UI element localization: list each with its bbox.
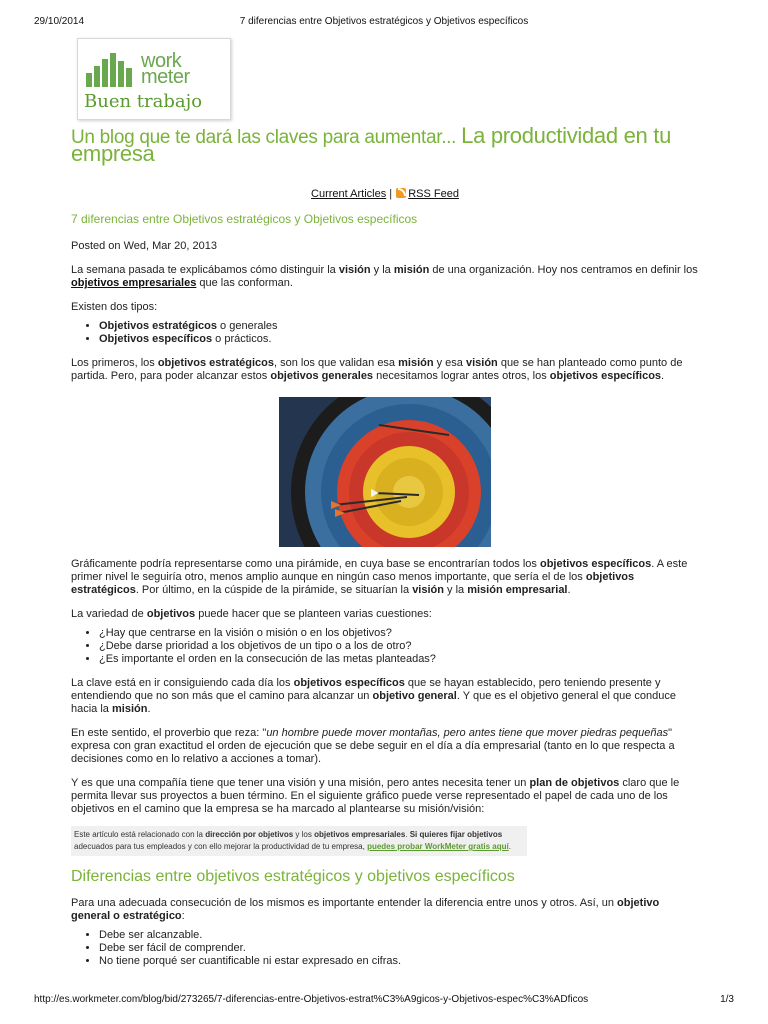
paragraph-proverb: En este sentido, el proverbio que reza: "un hombre puede mover montañas, pero antes tiene que mover piedras pequeñas" expresa con gran exactitud el orden de ejecución que se debe seguir en el día a día empresarial (tanto en lo que respecta a decisiones como en lo relativo a acciones a tomar). <box>71 727 675 765</box>
nav-separator: | <box>389 188 393 200</box>
paragraph-types: Existen dos tipos: <box>71 301 158 313</box>
paragraph-key: La clave está en ir consiguiendo cada día los objetivos específicos que se hayan establecido, pero teniendo presente y entendiendo que no son más que el camino para alcanzar un objetivo general. Y que es el objetivo general el que conduce hacia la misión. <box>71 677 677 715</box>
blog-nav <box>71 188 699 201</box>
questions-list <box>71 627 699 666</box>
archery-target-image <box>279 397 491 547</box>
list-item: • ¿Debe darse prioridad a los objetivos de un tipo o a los de otro? <box>99 640 699 653</box>
page-number: 1/3 <box>720 994 734 1005</box>
workmeter-logo[interactable] <box>77 38 231 120</box>
print-footer <box>34 994 734 1008</box>
rss-icon[interactable] <box>396 188 406 198</box>
paragraph-plan: Y es que una compañía tiene que tener una visión y una misión, pero antes necesita tener un plan de objetivos claro que le permita llevar sus proyectos a buen término. En el siguiente gráfico puede verse representado el papel de cada uno de los objetivos en el camino que la empresa se ha marcado al plantearse su misión/visión: <box>71 777 680 815</box>
list-item: • Objetivos específicos o prácticos. <box>99 333 699 346</box>
print-document-title: 7 diferencias entre Objetivos estratégicos y Objetivos específicos <box>239 16 529 27</box>
logo-tagline: Buen trabajo <box>84 91 203 112</box>
promo-banner: Este artículo está relacionado con la dirección por objetivos y los objetivos empresariales. Si quieres fijar objetivos adecuados para tus empleados y con ello mejorar la productividad de tu empresa, puedes probar WorkMeter gratis aquí. <box>71 826 527 856</box>
requirements-list <box>71 929 699 968</box>
paragraph-first-objectives: Los primeros, los objetivos estratégicos, son los que validan esa misión y esa visión que se han planteado como punto de partida. Pero, para poder alcanzar estos objetivos generales necesitamos lograr antes otros, los objetivos específicos. <box>71 357 683 382</box>
list-item: • Objetivos estratégicos o generales <box>99 320 699 333</box>
post-date: Posted on Wed, Mar 20, 2013 <box>71 240 217 252</box>
list-item: • ¿Hay que centrarse en la visión o misión o en los objetivos? <box>99 627 699 640</box>
list-item: • ¿Es importante el orden en la consecución de las metas planteadas? <box>99 653 699 666</box>
paragraph-intro: La semana pasada te explicábamos cómo distinguir la visión y la misión de una organización. Hoy nos centramos en definir los objetivos empresariales que las conforman. <box>71 264 698 289</box>
paragraph-difference: Para una adecuada consecución de los mismos es importante entender la diferencia entre unos y otros. Así, un objetivo general o estratégico: <box>71 897 660 922</box>
print-date: 29/10/2014 <box>34 16 85 27</box>
list-item: • Debe ser fácil de comprender. <box>99 942 699 955</box>
list-item: • Debe ser alcanzable. <box>99 929 699 942</box>
section-title: Diferencias entre objetivos estratégicos y objetivos específicos <box>71 868 515 885</box>
article-content <box>71 123 699 968</box>
archery-target-illustration <box>279 397 491 547</box>
current-articles-link[interactable]: Current Articles <box>311 188 387 200</box>
paragraph-variety: La variedad de objetivos puede hacer que se planteen varias cuestiones: <box>71 608 432 620</box>
post-title: 7 diferencias entre Objetivos estratégicos y Objetivos específicos <box>71 212 418 226</box>
paragraph-pyramid: Gráficamente podría representarse como una pirámide, en cuya base se encontrarían todos los objetivos específicos. A este primer nivel le seguiría otro, menos amplio aunque en ningún caso menos importante, que sería el de los objetivos estratégicos. Por último, en la cúspide de la pirámide, se situarían la visión y la misión empresarial. <box>71 558 688 596</box>
rss-feed-link[interactable]: RSS Feed <box>408 188 459 200</box>
types-list <box>71 320 699 346</box>
list-item: • No tiene porqué ser cuantificable ni estar expresado en cifras. <box>99 955 699 968</box>
logo-wordmark: work meter <box>141 50 190 88</box>
objetivos-empresariales-link[interactable]: objetivos empresariales <box>71 277 197 289</box>
print-header <box>34 16 734 30</box>
print-url: http://es.workmeter.com/blog/bid/273265/7-diferencias-entre-Objetivos-estrat%C3%A9gicos-y-Objetivos-espec%C3%ADficos <box>34 994 589 1005</box>
workmeter-trial-link[interactable]: puedes probar WorkMeter gratis aquí <box>367 842 509 851</box>
blog-title: Un blog que te dará las claves para aumentar... La productividad en tu empresa <box>71 123 672 166</box>
bar-chart-logo-icon <box>86 51 136 87</box>
